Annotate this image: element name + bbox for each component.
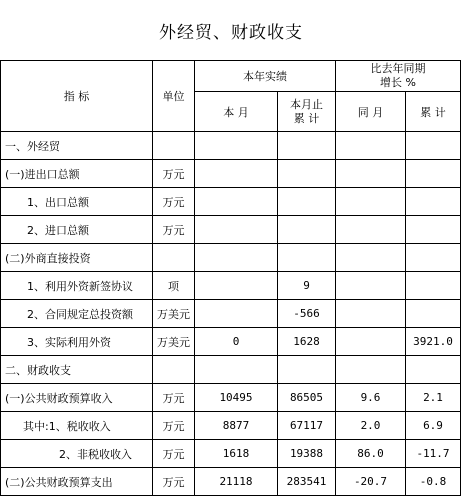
row-cumulative: 283541 <box>278 468 336 496</box>
row-unit: 项 <box>153 272 195 300</box>
row-yoy-month: 9.6 <box>336 384 406 412</box>
row-yoy-month: -20.7 <box>336 468 406 496</box>
row-label: (一)进出口总额 <box>1 160 153 188</box>
row-yoy-month <box>336 272 406 300</box>
row-unit: 万美元 <box>153 328 195 356</box>
header-yoy-cumulative: 累 计 <box>406 92 461 132</box>
row-unit: 万元 <box>153 188 195 216</box>
row-label: 3、实际利用外资 <box>1 328 153 356</box>
table-row <box>1 440 461 468</box>
row-yoy-cumulative: -0.8 <box>406 468 461 496</box>
table-row <box>1 300 461 328</box>
row-label: 1、出口总额 <box>1 188 153 216</box>
row-yoy-month: 86.0 <box>336 440 406 468</box>
header-cum-line1: 本月止 <box>290 97 323 111</box>
row-unit: 万元 <box>153 384 195 412</box>
row-yoy-cumulative: 2.1 <box>406 384 461 412</box>
header-cumulative-to-month <box>278 92 336 132</box>
row-month <box>195 356 278 384</box>
row-cumulative: 86505 <box>278 384 336 412</box>
data-table <box>0 60 461 496</box>
table-row <box>1 412 461 440</box>
table-row <box>1 328 461 356</box>
table-row <box>1 132 461 160</box>
row-cumulative <box>278 244 336 272</box>
table-row <box>1 160 461 188</box>
row-yoy-cumulative <box>406 356 461 384</box>
row-month <box>195 216 278 244</box>
row-yoy-month <box>336 356 406 384</box>
row-cumulative: 19388 <box>278 440 336 468</box>
row-month: 8877 <box>195 412 278 440</box>
row-yoy-cumulative <box>406 300 461 328</box>
row-month <box>195 132 278 160</box>
row-unit: 万元 <box>153 440 195 468</box>
row-label: 一、外经贸 <box>1 132 153 160</box>
row-yoy-month <box>336 244 406 272</box>
row-yoy-cumulative: 3921.0 <box>406 328 461 356</box>
row-yoy-month <box>336 188 406 216</box>
row-month <box>195 188 278 216</box>
row-yoy-cumulative <box>406 188 461 216</box>
row-yoy-month <box>336 216 406 244</box>
header-cum-line2: 累 计 <box>293 111 320 125</box>
table-row <box>1 384 461 412</box>
row-yoy-cumulative: -11.7 <box>406 440 461 468</box>
table-row <box>1 188 461 216</box>
row-unit: 万元 <box>153 468 195 496</box>
row-label: 2、合同规定总投资额 <box>1 300 153 328</box>
row-month <box>195 244 278 272</box>
row-yoy-cumulative <box>406 244 461 272</box>
row-yoy-cumulative <box>406 132 461 160</box>
row-month: 0 <box>195 328 278 356</box>
row-unit <box>153 244 195 272</box>
row-label: 2、进口总额 <box>1 216 153 244</box>
row-cumulative: 9 <box>278 272 336 300</box>
header-yoy-line1: 比去年同期 <box>370 62 426 75</box>
row-label: (二)公共财政预算支出 <box>1 468 153 496</box>
row-yoy-cumulative <box>406 272 461 300</box>
row-month <box>195 160 278 188</box>
row-unit: 万元 <box>153 216 195 244</box>
row-label: 其中:1、税收收入 <box>1 412 153 440</box>
row-cumulative <box>278 216 336 244</box>
row-yoy-month <box>336 132 406 160</box>
header-indicator: 指 标 <box>1 61 153 132</box>
row-cumulative <box>278 132 336 160</box>
row-label: 二、财政收支 <box>1 356 153 384</box>
row-yoy-cumulative <box>406 216 461 244</box>
row-unit <box>153 132 195 160</box>
table-row <box>1 216 461 244</box>
row-month: 10495 <box>195 384 278 412</box>
row-cumulative <box>278 160 336 188</box>
header-same-month: 同 月 <box>336 92 406 132</box>
row-label: (一)公共财政预算收入 <box>1 384 153 412</box>
row-yoy-cumulative <box>406 160 461 188</box>
row-label: 2、非税收收入 <box>1 440 153 468</box>
row-label: 1、利用外资新签协议 <box>1 272 153 300</box>
header-this-year: 本年实绩 <box>195 61 336 92</box>
row-cumulative <box>278 188 336 216</box>
row-cumulative: -566 <box>278 300 336 328</box>
header-month: 本 月 <box>195 92 278 132</box>
row-month <box>195 272 278 300</box>
row-yoy-month <box>336 300 406 328</box>
row-yoy-cumulative: 6.9 <box>406 412 461 440</box>
row-unit: 万元 <box>153 160 195 188</box>
header-yoy-line2: 增长 % <box>380 76 416 89</box>
header-unit: 单位 <box>153 61 195 132</box>
row-cumulative: 1628 <box>278 328 336 356</box>
table-row <box>1 468 461 496</box>
row-label: (二)外商直接投资 <box>1 244 153 272</box>
row-yoy-month: 2.0 <box>336 412 406 440</box>
row-month <box>195 300 278 328</box>
row-month: 1618 <box>195 440 278 468</box>
table-row <box>1 272 461 300</box>
page-title: 外经贸、财政收支 <box>159 22 303 43</box>
row-month: 21118 <box>195 468 278 496</box>
row-unit <box>153 356 195 384</box>
row-cumulative <box>278 356 336 384</box>
row-cumulative: 67117 <box>278 412 336 440</box>
header-yoy <box>336 61 461 92</box>
row-yoy-month <box>336 160 406 188</box>
table-row <box>1 244 461 272</box>
table-row <box>1 356 461 384</box>
row-unit: 万元 <box>153 412 195 440</box>
row-unit: 万美元 <box>153 300 195 328</box>
row-yoy-month <box>336 328 406 356</box>
